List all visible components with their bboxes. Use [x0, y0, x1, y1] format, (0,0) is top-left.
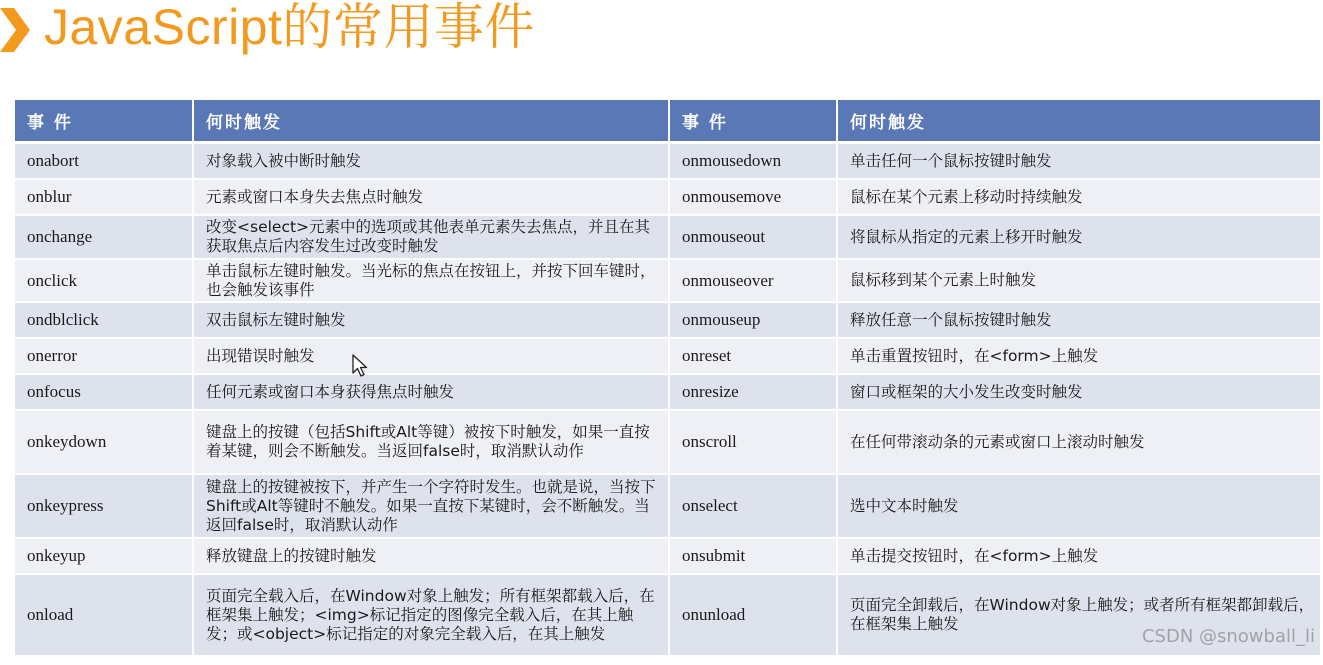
event-description: 鼠标移到某个元素上时触发	[838, 260, 1322, 303]
header-event: 事 件	[670, 100, 838, 144]
event-description: 选中文本时触发	[838, 475, 1322, 539]
event-description: 释放键盘上的按键时触发	[194, 539, 670, 575]
event-description: 对象载入被中断时触发	[194, 144, 670, 180]
event-name: onselect	[670, 475, 838, 539]
event-name: onmouseup	[670, 303, 838, 339]
event-name: onerror	[15, 339, 194, 375]
table-row	[15, 339, 1322, 375]
event-name: onmouseover	[670, 260, 838, 303]
event-description: 键盘上的按键（包括Shift或Alt等键）被按下时触发，如果一直按着某键，则会不断触发。当返回false时，取消默认动作	[194, 411, 670, 475]
event-description: 出现错误时触发	[194, 339, 670, 375]
page-title: JavaScript的常用事件	[44, 0, 535, 55]
header-when: 何时触发	[838, 100, 1322, 144]
table-row	[15, 539, 1322, 575]
event-name: onmousemove	[670, 180, 838, 216]
event-description: 释放任意一个鼠标按键时触发	[838, 303, 1322, 339]
event-description: 单击重置按钮时，在<form>上触发	[838, 339, 1322, 375]
mouse-pointer-icon	[352, 354, 370, 378]
event-description: 页面完全卸载后，在Window对象上触发；或者所有框架都卸载后，在框架集上触发	[838, 575, 1322, 657]
event-description: 在任何带滚动条的元素或窗口上滚动时触发	[838, 411, 1322, 475]
event-description: 单击任何一个鼠标按键时触发	[838, 144, 1322, 180]
event-description: 单击提交按钮时，在<form>上触发	[838, 539, 1322, 575]
event-name: onreset	[670, 339, 838, 375]
table-row	[15, 375, 1322, 411]
table-row	[15, 303, 1322, 339]
event-name: onkeyup	[15, 539, 194, 575]
event-description: 双击鼠标左键时触发	[194, 303, 670, 339]
event-name: ondblclick	[15, 303, 194, 339]
page-header	[0, 0, 760, 62]
event-name: onresize	[670, 375, 838, 411]
table-row	[15, 260, 1322, 303]
event-table	[15, 100, 1322, 657]
table-row	[15, 216, 1322, 260]
event-name: onclick	[15, 260, 194, 303]
event-name: onblur	[15, 180, 194, 216]
event-description: 将鼠标从指定的元素上移开时触发	[838, 216, 1322, 260]
event-description: 窗口或框架的大小发生改变时触发	[838, 375, 1322, 411]
event-name: onload	[15, 575, 194, 657]
event-name: onkeypress	[15, 475, 194, 539]
table-row	[15, 144, 1322, 180]
event-description: 元素或窗口本身失去焦点时触发	[194, 180, 670, 216]
table-row	[15, 411, 1322, 475]
header-event: 事 件	[15, 100, 194, 144]
chevron-right-icon	[0, 8, 30, 52]
event-name: onunload	[670, 575, 838, 657]
table-header-row	[15, 100, 1322, 144]
table-row	[15, 180, 1322, 216]
event-name: onfocus	[15, 375, 194, 411]
header-when: 何时触发	[194, 100, 670, 144]
event-name: onsubmit	[670, 539, 838, 575]
event-name: onscroll	[670, 411, 838, 475]
event-name: onkeydown	[15, 411, 194, 475]
table-row	[15, 575, 1322, 657]
event-name: onchange	[15, 216, 194, 260]
event-description: 页面完全载入后，在Window对象上触发；所有框架都载入后，在框架集上触发；<img>标记指定的图像完全载入后，在其上触发；或<object>标记指定的对象完全载入后，在其上触发	[194, 575, 670, 657]
event-name: onabort	[15, 144, 194, 180]
table-row	[15, 475, 1322, 539]
event-name: onmousedown	[670, 144, 838, 180]
watermark: CSDN @snowball_li	[1141, 626, 1315, 647]
event-description: 鼠标在某个元素上移动时持续触发	[838, 180, 1322, 216]
event-name: onmouseout	[670, 216, 838, 260]
event-description: 任何元素或窗口本身获得焦点时触发	[194, 375, 670, 411]
event-description: 改变<select>元素中的选项或其他表单元素失去焦点，并且在其获取焦点后内容发生过改变时触发	[194, 216, 670, 260]
event-description: 键盘上的按键被按下，并产生一个字符时发生。也就是说，当按下Shift或Alt等键时不触发。如果一直按下某键时，会不断触发。当返回false时，取消默认动作	[194, 475, 670, 539]
event-description: 单击鼠标左键时触发。当光标的焦点在按钮上，并按下回车键时，也会触发该事件	[194, 260, 670, 303]
